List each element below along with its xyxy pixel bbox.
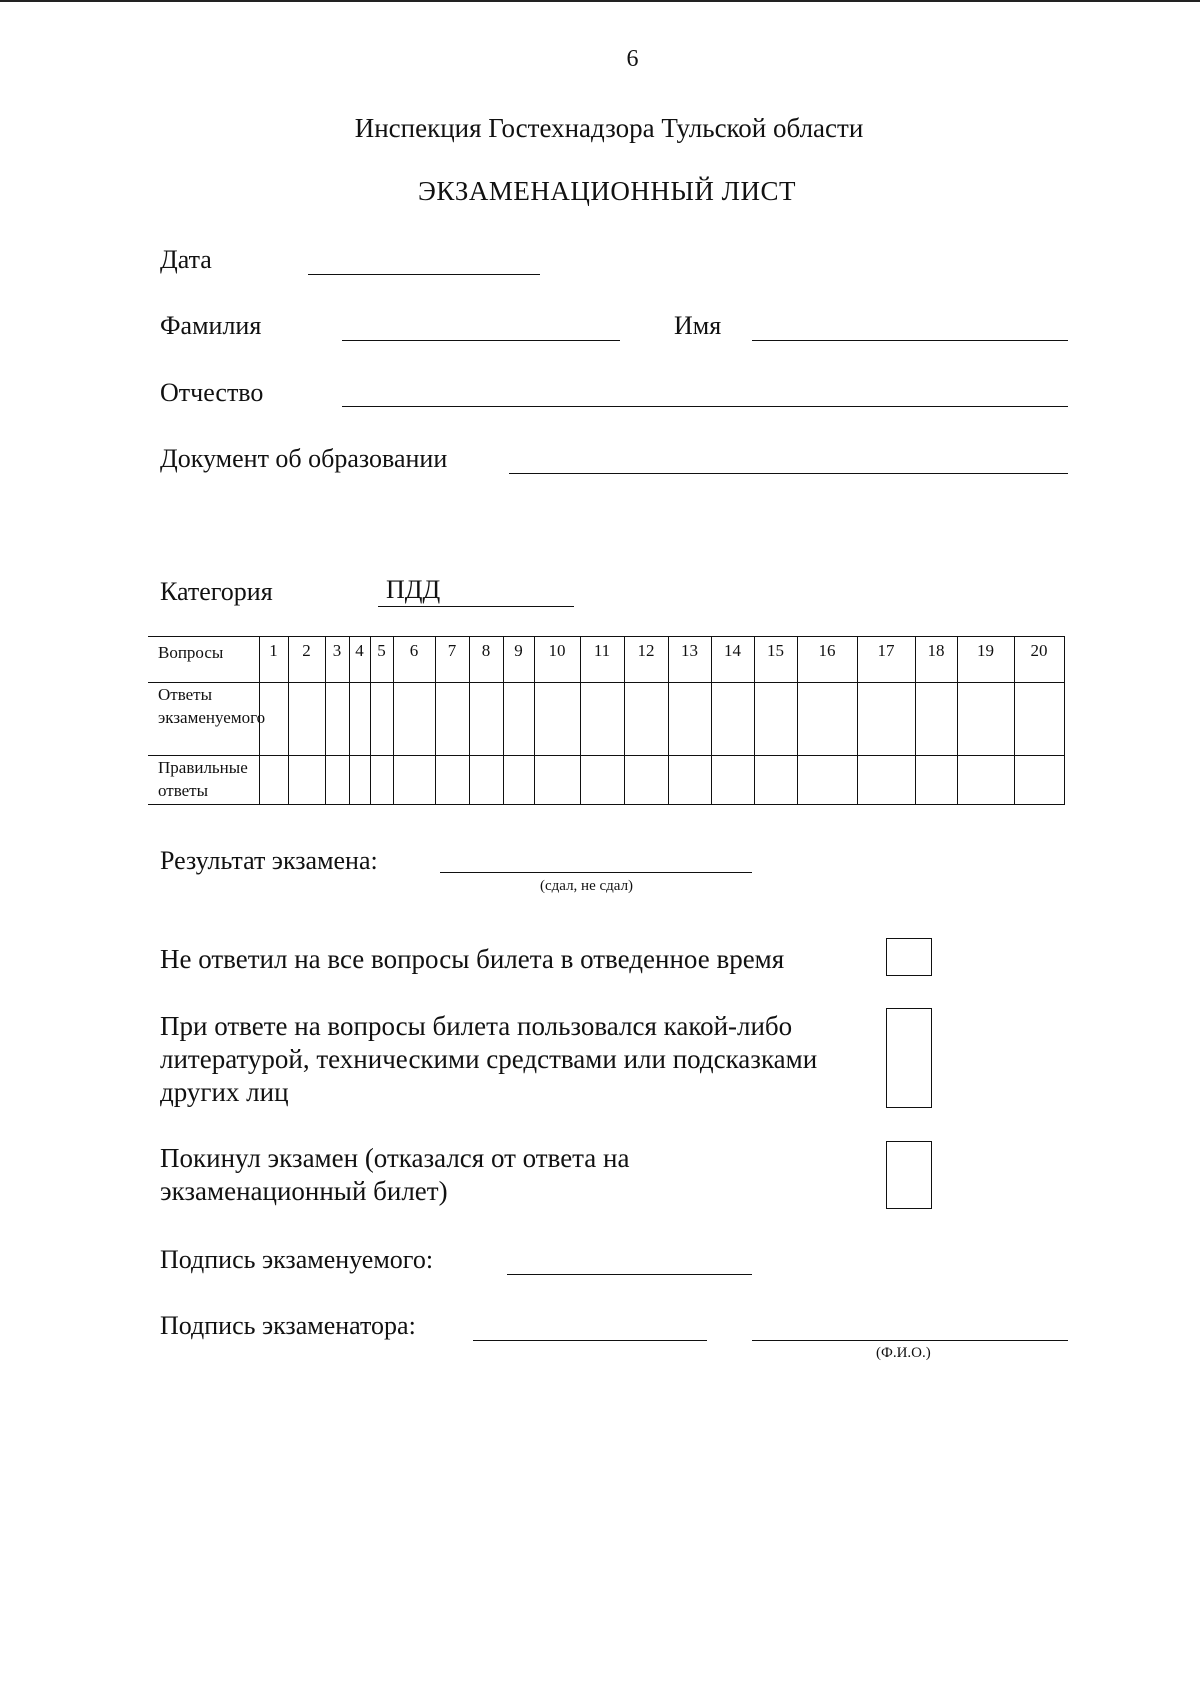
answer-cell[interactable] [711,683,754,756]
answer-cell[interactable] [288,683,325,756]
correct-answers-row [148,756,1064,805]
correct-cell[interactable] [580,756,624,805]
education-label: Документ об образовании [160,444,448,473]
answers-table [148,636,1065,805]
correct-cell[interactable] [624,756,668,805]
row-header-correct-answers: Правильные ответы [148,756,259,805]
examiner-signature-label: Подпись экзаменатора: [160,1311,416,1340]
question-number: 12 [624,637,668,683]
correct-cell[interactable] [393,756,435,805]
row-header-examinee-answers: Ответы экзаменуемого [148,683,259,756]
surname-field[interactable] [342,340,620,341]
statement-used-aids: При ответе на вопросы билета пользовался какой-либо литературой, техническими средствами или подсказками других лиц [160,1011,818,1107]
answer-cell[interactable] [393,683,435,756]
correct-cell[interactable] [668,756,711,805]
answer-cell[interactable] [754,683,797,756]
answer-cell[interactable] [857,683,915,756]
questions-row [148,637,1064,683]
result-field[interactable] [440,872,752,873]
result-label: Результат экзамена: [160,846,378,875]
document-title: ЭКЗАМЕНАЦИОННЫЙ ЛИСТ [418,176,796,206]
question-number: 8 [469,637,503,683]
answer-cell[interactable] [503,683,534,756]
statement-left-exam: Покинул экзамен (отказался от ответа на экзаменационный билет) [160,1143,630,1206]
result-hint: (сдал, не сдал) [540,878,634,894]
answer-cell[interactable] [668,683,711,756]
examiner-signature-field[interactable] [473,1340,707,1341]
question-number: 3 [325,637,349,683]
examinee-signature-label: Подпись экзаменуемого: [160,1245,434,1274]
answer-cell[interactable] [469,683,503,756]
correct-cell[interactable] [349,756,370,805]
examinee-signature-field[interactable] [507,1274,752,1275]
correct-cell[interactable] [857,756,915,805]
correct-cell[interactable] [435,756,469,805]
question-number: 18 [915,637,957,683]
fio-hint: (Ф.И.О.) [876,1345,931,1361]
statement-time-expired: Не ответил на все вопросы билета в отведенное время [160,944,785,974]
correct-cell[interactable] [1014,756,1064,805]
organization-name: Инспекция Гостехнадзора Тульской области [354,113,864,143]
correct-cell[interactable] [370,756,393,805]
surname-label: Фамилия [160,311,262,340]
question-number: 14 [711,637,754,683]
question-number: 7 [435,637,469,683]
checkbox-left-exam[interactable] [886,1141,932,1209]
correct-cell[interactable] [325,756,349,805]
answer-cell[interactable] [915,683,957,756]
question-number: 17 [857,637,915,683]
correct-cell[interactable] [469,756,503,805]
date-label: Дата [160,245,212,274]
question-number: 13 [668,637,711,683]
examiner-fio-field[interactable] [752,1340,1068,1341]
correct-cell[interactable] [711,756,754,805]
row-header-questions: Вопросы [148,637,259,683]
question-number: 6 [393,637,435,683]
question-number: 10 [534,637,580,683]
category-value: ПДД [386,575,441,604]
name-field[interactable] [752,340,1068,341]
answer-cell[interactable] [1014,683,1064,756]
question-number: 15 [754,637,797,683]
question-number: 1 [259,637,288,683]
name-label: Имя [674,311,722,340]
patronymic-label: Отчество [160,378,264,407]
top-border-line [0,0,1200,2]
answer-cell[interactable] [325,683,349,756]
correct-cell[interactable] [534,756,580,805]
answer-cell[interactable] [797,683,857,756]
correct-cell[interactable] [957,756,1014,805]
correct-cell[interactable] [797,756,857,805]
answer-cell[interactable] [370,683,393,756]
question-number: 16 [797,637,857,683]
correct-cell[interactable] [288,756,325,805]
answer-cell[interactable] [957,683,1014,756]
question-number: 2 [288,637,325,683]
question-number: 20 [1014,637,1064,683]
education-field[interactable] [509,473,1068,474]
correct-cell[interactable] [259,756,288,805]
correct-cell[interactable] [754,756,797,805]
answer-cell[interactable] [534,683,580,756]
question-number: 5 [370,637,393,683]
patronymic-field[interactable] [342,406,1068,407]
category-field[interactable] [378,606,574,607]
answer-cell[interactable] [580,683,624,756]
category-label: Категория [160,577,273,606]
examinee-answers-row [148,683,1064,756]
checkbox-used-aids[interactable] [886,1008,932,1108]
date-field[interactable] [308,274,540,275]
checkbox-time-expired[interactable] [886,938,932,976]
answer-cell[interactable] [624,683,668,756]
question-number: 11 [580,637,624,683]
answer-cell[interactable] [349,683,370,756]
correct-cell[interactable] [503,756,534,805]
answer-cell[interactable] [435,683,469,756]
question-number: 4 [349,637,370,683]
correct-cell[interactable] [915,756,957,805]
question-number: 9 [503,637,534,683]
page-number: 6 [626,46,639,72]
question-number: 19 [957,637,1014,683]
